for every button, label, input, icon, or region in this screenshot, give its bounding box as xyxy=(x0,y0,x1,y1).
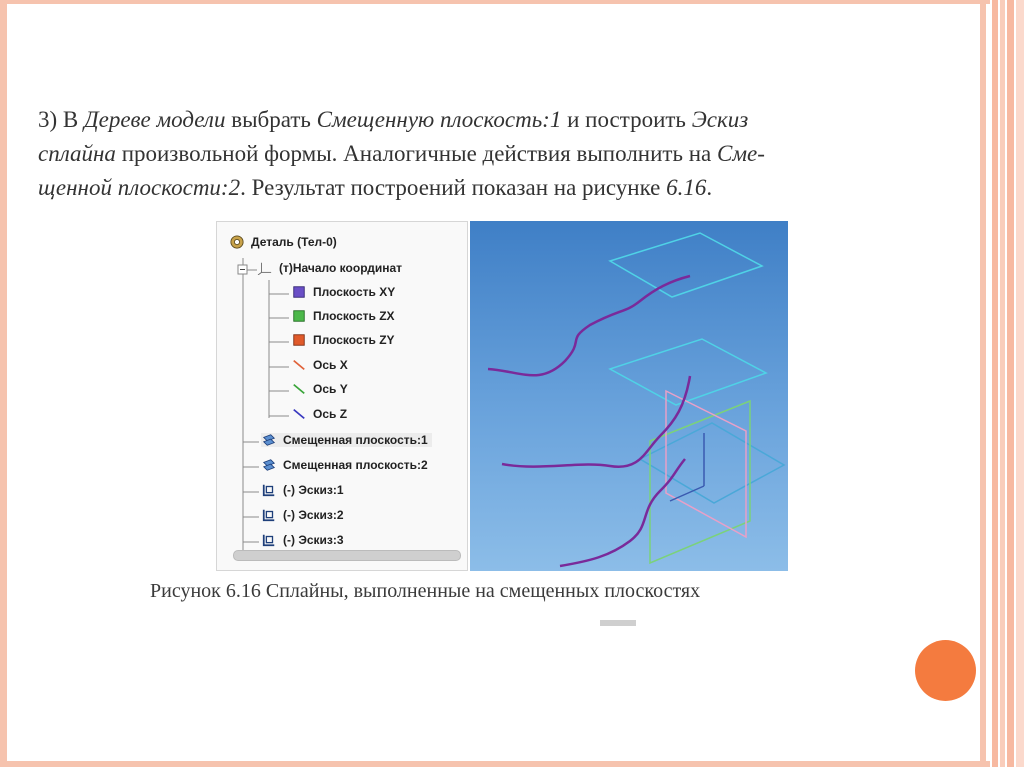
tree-item-label: Смещенная плоскость:2 xyxy=(283,458,428,472)
paragraph-line-3 xyxy=(38,171,968,205)
offset-plane-icon xyxy=(261,458,277,472)
paragraph-line-2 xyxy=(38,137,968,171)
tree-item-label: (-) Эскиз:1 xyxy=(283,483,344,497)
tree-item-label: Смещенная плоскость:1 xyxy=(283,433,428,447)
figure-caption: Рисунок 6.16 Сплайны, выполненные на смещенных плоскостях xyxy=(150,580,701,602)
tree-item-part[interactable] xyxy=(229,235,337,249)
decor-mark xyxy=(600,620,636,626)
frame-top-border xyxy=(0,0,990,4)
origin-icon xyxy=(257,261,273,275)
tree-item-label: Плоскость ZY xyxy=(313,333,395,347)
decor-stripe xyxy=(1007,0,1014,767)
tree-item-label: Ось Z xyxy=(313,407,348,421)
part-icon xyxy=(229,235,245,249)
decor-circle xyxy=(915,640,976,701)
tree-item-axis-x[interactable] xyxy=(291,358,348,372)
offset-plane-2-term-cont: щенной плоскости:2 xyxy=(38,175,241,200)
tree-item-plane-xy[interactable] xyxy=(291,285,395,299)
tree-item-axis-z[interactable] xyxy=(291,407,347,421)
tree-item-sketch-2[interactable] xyxy=(261,508,344,522)
tree-item-label: (-) Эскиз:3 xyxy=(283,533,344,547)
horizontal-scrollbar[interactable] xyxy=(233,550,461,561)
model-tree-panel xyxy=(216,221,468,571)
offset-plane-2-outline xyxy=(610,339,766,405)
model-tree-term: Дереве модели xyxy=(84,107,226,132)
figure-ref: 6.16 xyxy=(666,175,707,200)
text-run: . xyxy=(706,175,713,200)
text-run: . Результат построений показан на рисунке xyxy=(240,175,667,200)
plane-zy-icon xyxy=(291,333,307,347)
axis-x-icon xyxy=(291,358,307,372)
axis-y-icon xyxy=(291,382,307,396)
spline-term: сплайна xyxy=(38,141,116,166)
viewport-drawing xyxy=(470,221,788,571)
sketch-term: Эскиз xyxy=(691,107,749,132)
tree-item-label: (-) Эскиз:2 xyxy=(283,508,344,522)
offset-plane-icon xyxy=(261,433,277,447)
decor-stripe xyxy=(1000,0,1005,767)
tree-item-label: Плоскость ZX xyxy=(313,309,395,323)
instruction-paragraph xyxy=(38,103,968,205)
spline-1 xyxy=(488,276,690,375)
tree-item-sketch-1[interactable] xyxy=(261,483,344,497)
frame-left-border xyxy=(0,0,7,767)
sketch-icon xyxy=(261,533,277,547)
tree-item-offset-plane-1[interactable] xyxy=(261,433,432,447)
plane-xy-icon xyxy=(291,285,307,299)
paragraph-line-1 xyxy=(38,103,968,137)
tree-item-plane-zx[interactable] xyxy=(291,309,395,323)
tree-item-offset-plane-2[interactable] xyxy=(261,458,428,472)
spline-2 xyxy=(502,376,690,467)
sketch-icon xyxy=(261,483,277,497)
plane-zx-icon xyxy=(291,309,307,323)
tree-item-axis-y[interactable] xyxy=(291,382,348,396)
tree-item-label: Плоскость XY xyxy=(313,285,396,299)
offset-plane-1-outline xyxy=(610,233,762,297)
decor-stripe xyxy=(992,0,998,767)
text-run: выбрать xyxy=(225,107,317,132)
text-run: и построить xyxy=(561,107,692,132)
text-run: 3) В xyxy=(38,107,84,132)
tree-item-origin[interactable] xyxy=(257,261,402,275)
tree-item-sketch-3[interactable] xyxy=(261,533,344,547)
frame-bottom-border xyxy=(0,761,990,767)
sketch-icon xyxy=(261,508,277,522)
frame-right-border xyxy=(980,0,986,767)
offset-plane-term: Смещенную плоскость:1 xyxy=(316,107,562,132)
axis-z-icon xyxy=(291,407,307,421)
model-viewport xyxy=(470,221,788,571)
offset-plane-2-term: Сме- xyxy=(716,141,765,166)
tree-item-label: Ось X xyxy=(313,358,348,372)
tree-item-label: (т)Начало координат xyxy=(279,261,403,275)
tree-item-plane-zy[interactable] xyxy=(291,333,395,347)
tree-item-label: Деталь (Тел-0) xyxy=(251,235,337,249)
tree-item-label: Ось Y xyxy=(313,382,348,396)
text-run: произвольной формы. Аналогичные действия выполнить на xyxy=(115,141,717,166)
decor-stripe xyxy=(1016,0,1024,767)
